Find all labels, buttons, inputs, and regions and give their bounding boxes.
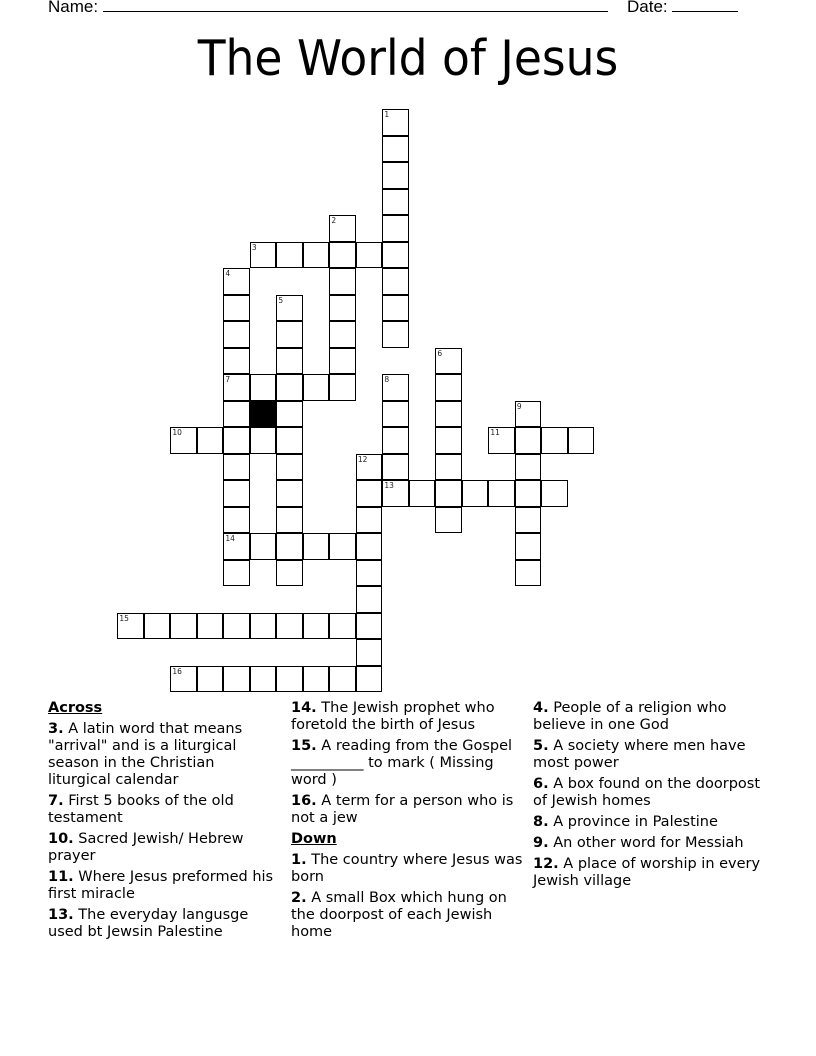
- grid-cell[interactable]: [356, 586, 383, 613]
- grid-cell[interactable]: [117, 613, 144, 640]
- grid-cell[interactable]: [276, 560, 303, 587]
- cell-number: 3: [251, 242, 257, 252]
- cell-number: 15: [119, 613, 129, 623]
- cell-number: 6: [437, 348, 443, 358]
- grid-cell[interactable]: [435, 348, 462, 375]
- grid-cell[interactable]: [276, 295, 303, 322]
- cell-number: 8: [384, 375, 390, 385]
- clue-text: A place of worship in every Jewish village: [533, 856, 761, 889]
- clue-number: 2.: [291, 890, 307, 906]
- grid-cell[interactable]: [356, 560, 383, 587]
- grid-cell[interactable]: [382, 480, 409, 507]
- clue-text: Sacred Jewish/ Hebrew prayer: [48, 831, 244, 864]
- grid-cell[interactable]: [250, 242, 277, 269]
- grid-cell[interactable]: [303, 666, 330, 693]
- grid-cell[interactable]: [144, 613, 171, 640]
- clue-number: 11.: [48, 869, 74, 885]
- grid-cell[interactable]: [223, 613, 250, 640]
- clue-down-12: [533, 856, 765, 890]
- grid-cell[interactable]: [382, 109, 409, 136]
- grid-cell[interactable]: [329, 215, 356, 242]
- cell-number: 2: [331, 216, 337, 226]
- clue-text: Where Jesus preformed his first miracle: [48, 869, 274, 902]
- grid-cell[interactable]: [515, 427, 542, 454]
- clue-number: 6.: [533, 776, 549, 792]
- grid-cell[interactable]: [541, 480, 568, 507]
- grid-cell[interactable]: [276, 613, 303, 640]
- clues-column-1: [48, 700, 280, 945]
- clue-text: A term for a person who is not a jew: [291, 793, 514, 826]
- grid-cell[interactable]: [435, 454, 462, 481]
- grid-cell[interactable]: [435, 401, 462, 428]
- clue-text: The everyday langusge used bt Jewsin Palestine: [48, 907, 249, 940]
- grid-cell[interactable]: [329, 533, 356, 560]
- grid-cell[interactable]: [223, 295, 250, 322]
- clue-down-2: [291, 890, 523, 941]
- down-heading: Down: [291, 831, 337, 847]
- clue-number: 4.: [533, 700, 549, 716]
- clue-down-5: [533, 738, 765, 772]
- grid-cell[interactable]: [356, 507, 383, 534]
- clue-text: A society where men have most power: [533, 738, 746, 771]
- clue-number: 12.: [533, 856, 559, 872]
- clue-down-8: [533, 814, 765, 831]
- cell-number: 13: [384, 481, 394, 491]
- cell-number: 5: [278, 295, 284, 305]
- cell-number: 4: [225, 269, 231, 279]
- grid-cell[interactable]: [223, 480, 250, 507]
- grid-cell[interactable]: [276, 427, 303, 454]
- clue-text: A province in Palestine: [553, 814, 718, 830]
- grid-cell[interactable]: [515, 401, 542, 428]
- clue-number: 1.: [291, 852, 307, 868]
- grid-cell[interactable]: [276, 374, 303, 401]
- grid-cell[interactable]: [462, 480, 489, 507]
- clue-down-1: [291, 852, 523, 886]
- grid-cell[interactable]: [276, 401, 303, 428]
- grid-cell[interactable]: [223, 533, 250, 560]
- grid-cell[interactable]: [276, 533, 303, 560]
- grid-cell[interactable]: [356, 639, 383, 666]
- grid-cell[interactable]: [382, 215, 409, 242]
- cell-number: 12: [357, 454, 368, 464]
- grid-cell[interactable]: [276, 242, 303, 269]
- clue-number: 5.: [533, 738, 549, 754]
- cell-number: 9: [516, 401, 522, 411]
- grid-cell[interactable]: [197, 666, 224, 693]
- grid-cell[interactable]: [223, 321, 250, 348]
- clue-text: First 5 books of the old testament: [48, 793, 234, 826]
- grid-cell[interactable]: [197, 613, 224, 640]
- grid-cell[interactable]: [382, 162, 409, 189]
- grid-cell[interactable]: [356, 454, 383, 481]
- grid-cell[interactable]: [515, 507, 542, 534]
- grid-cell[interactable]: [223, 560, 250, 587]
- clue-text: The country where Jesus was born: [291, 852, 523, 885]
- black-cell: [250, 401, 277, 428]
- grid-cell[interactable]: [382, 321, 409, 348]
- grid-cell[interactable]: [356, 242, 383, 269]
- clue-number: 14.: [291, 700, 317, 716]
- grid-cell[interactable]: [382, 401, 409, 428]
- grid-cell[interactable]: [568, 427, 595, 454]
- clue-number: 16.: [291, 793, 317, 809]
- grid-cell[interactable]: [329, 613, 356, 640]
- clue-across-16: [291, 793, 523, 827]
- grid-cell[interactable]: [382, 268, 409, 295]
- grid-cell[interactable]: [329, 374, 356, 401]
- clue-across-3: [48, 721, 280, 789]
- grid-cell[interactable]: [276, 480, 303, 507]
- grid-cell[interactable]: [409, 480, 436, 507]
- clue-down-6: [533, 776, 765, 810]
- grid-cell[interactable]: [223, 454, 250, 481]
- clue-down-9: [533, 835, 765, 852]
- grid-cell[interactable]: [435, 480, 462, 507]
- cell-number: 14: [225, 534, 235, 544]
- clue-number: 10.: [48, 831, 74, 847]
- grid-cell[interactable]: [250, 613, 277, 640]
- clues-column-3: [533, 700, 765, 894]
- grid-cell[interactable]: [329, 268, 356, 295]
- grid-cell[interactable]: [223, 268, 250, 295]
- clue-text: A latin word that means "arrival" and is a liturgical season in the Christian liturgical calendar: [48, 721, 243, 788]
- grid-cell[interactable]: [223, 401, 250, 428]
- clues-column-2: [291, 700, 523, 945]
- grid-cell[interactable]: [170, 427, 197, 454]
- grid-cell[interactable]: [276, 348, 303, 375]
- grid-cell[interactable]: [250, 374, 277, 401]
- grid-cell[interactable]: [435, 427, 462, 454]
- grid-cell[interactable]: [382, 136, 409, 163]
- clue-number: 15.: [291, 738, 317, 754]
- across-heading: Across: [48, 700, 103, 716]
- grid-cell[interactable]: [382, 242, 409, 269]
- grid-cell[interactable]: [223, 374, 250, 401]
- clue-text: An other word for Messiah: [553, 835, 744, 851]
- grid-cell[interactable]: [382, 189, 409, 216]
- clue-text: The Jewish prophet who foretold the birth of Jesus: [291, 700, 495, 733]
- clue-text: People of a religion who believe in one God: [533, 700, 727, 733]
- grid-cell[interactable]: [356, 666, 383, 693]
- grid-cell[interactable]: [329, 666, 356, 693]
- clue-across-10: [48, 831, 280, 865]
- grid-cell[interactable]: [515, 560, 542, 587]
- grid-cell[interactable]: [223, 348, 250, 375]
- grid-cell[interactable]: [382, 374, 409, 401]
- grid-cell[interactable]: [223, 666, 250, 693]
- clue-number: 8.: [533, 814, 549, 830]
- grid-cell[interactable]: [250, 533, 277, 560]
- clue-number: 7.: [48, 793, 64, 809]
- grid-cell[interactable]: [488, 480, 515, 507]
- grid-cell[interactable]: [329, 321, 356, 348]
- name-label: Name:: [48, 0, 99, 16]
- grid-cell[interactable]: [515, 480, 542, 507]
- grid-cell[interactable]: [329, 295, 356, 322]
- grid-cell[interactable]: [382, 454, 409, 481]
- grid-cell[interactable]: [303, 533, 330, 560]
- grid-cell[interactable]: [329, 348, 356, 375]
- grid-cell[interactable]: [382, 295, 409, 322]
- cell-number: 16: [172, 666, 182, 676]
- grid-cell[interactable]: [329, 242, 356, 269]
- clue-down-4: [533, 700, 765, 734]
- grid-cell[interactable]: [435, 374, 462, 401]
- grid-cell[interactable]: [303, 613, 330, 640]
- grid-cell[interactable]: [276, 507, 303, 534]
- clue-across-15: [291, 738, 523, 789]
- grid-cell[interactable]: [170, 613, 197, 640]
- cell-number: 1: [384, 110, 390, 120]
- clue-across-13: [48, 907, 280, 941]
- grid-cell[interactable]: [303, 374, 330, 401]
- grid-cell[interactable]: [276, 321, 303, 348]
- clue-across-14: [291, 700, 523, 734]
- clue-across-11: [48, 869, 280, 903]
- date-label: Date:: [627, 0, 668, 16]
- grid-cell[interactable]: [170, 666, 197, 693]
- cell-number: 7: [225, 375, 231, 385]
- clue-text: A reading from the Gospel __________ to mark ( Missing word ): [291, 738, 513, 788]
- grid-cell[interactable]: [197, 427, 224, 454]
- grid-cell[interactable]: [356, 613, 383, 640]
- grid-cell[interactable]: [223, 427, 250, 454]
- clue-number: 9.: [533, 835, 549, 851]
- clue-number: 3.: [48, 721, 64, 737]
- grid-cell[interactable]: [488, 427, 515, 454]
- clue-text: A small Box which hung on the doorpost of each Jewish home: [291, 890, 507, 940]
- grid-cell[interactable]: [541, 427, 568, 454]
- cell-number: 11: [490, 428, 500, 438]
- clue-across-7: [48, 793, 280, 827]
- grid-cell[interactable]: [250, 427, 277, 454]
- grid-cell[interactable]: [250, 666, 277, 693]
- grid-cell[interactable]: [435, 507, 462, 534]
- grid-cell[interactable]: [382, 427, 409, 454]
- grid-cell[interactable]: [515, 533, 542, 560]
- clue-text: A box found on the doorpost of Jewish homes: [533, 776, 761, 809]
- grid-cell[interactable]: [303, 242, 330, 269]
- grid-cell[interactable]: [276, 666, 303, 693]
- grid-cell[interactable]: [276, 454, 303, 481]
- page-title: The World of Jesus: [197, 30, 619, 87]
- cell-number: 10: [172, 428, 182, 438]
- clue-number: 13.: [48, 907, 74, 923]
- grid-cell[interactable]: [515, 454, 542, 481]
- grid-cell[interactable]: [356, 533, 383, 560]
- grid-cell[interactable]: [356, 480, 383, 507]
- grid-cell[interactable]: [223, 507, 250, 534]
